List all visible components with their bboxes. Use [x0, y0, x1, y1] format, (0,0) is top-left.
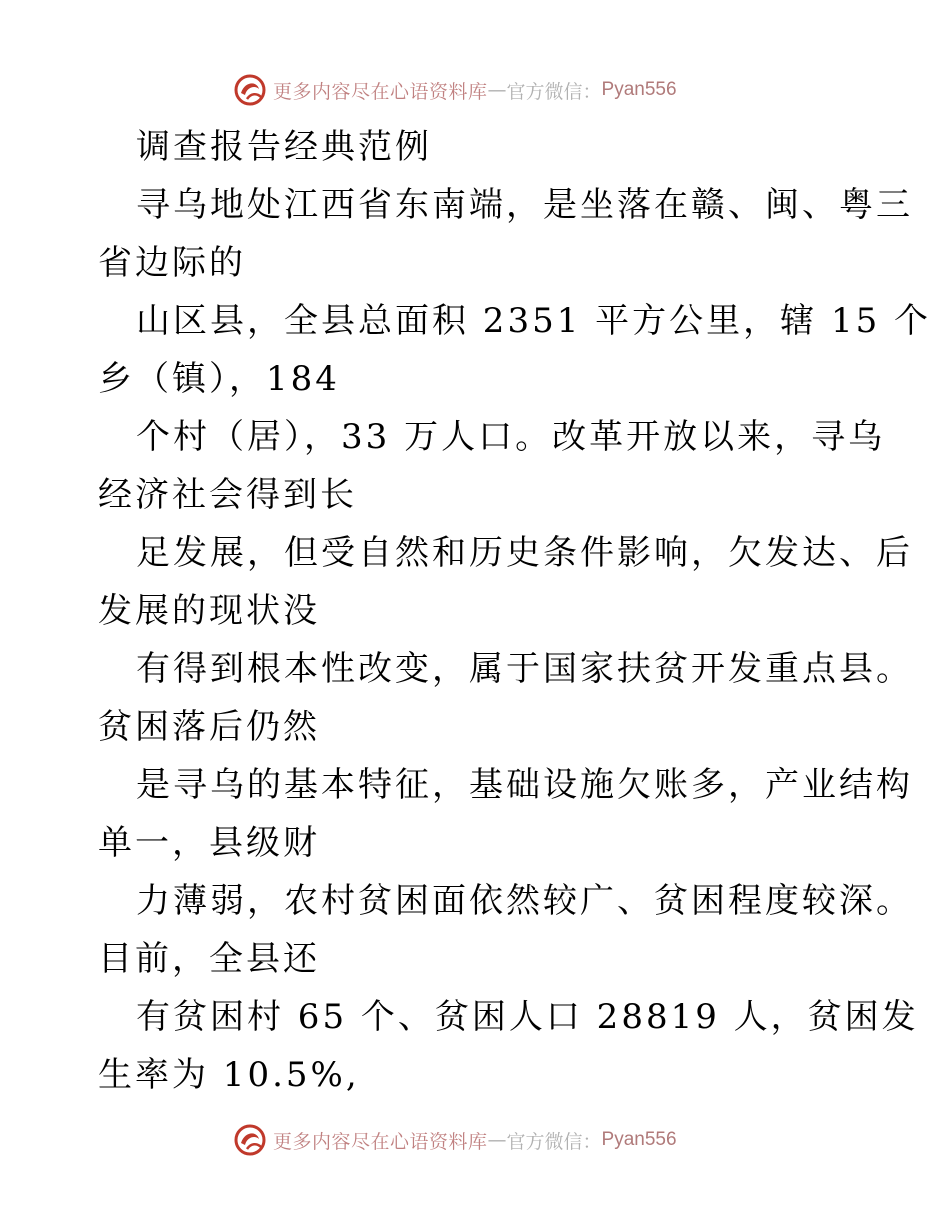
- watermark-wechat-label: 官方微信：: [506, 80, 602, 103]
- watermark-brand-text: 更多内容尽在心语资料库: [273, 80, 488, 103]
- paragraph-line: 足发展，但受自然和历史条件影响，欠发达、后: [136, 533, 913, 573]
- watermark-separator: —: [487, 79, 507, 101]
- watermark-wechat-id: Pyan556: [601, 79, 677, 100]
- paragraph-line: 乡（镇），184: [98, 359, 340, 399]
- paragraph-line: 生率为 10.5%,: [98, 1055, 360, 1095]
- watermark-brand-text: 更多内容尽在心语资料库: [273, 1130, 488, 1153]
- paragraph-line: 个村（居），33 万人口。改革开放以来，寻乌: [136, 417, 886, 457]
- logo-icon: [233, 73, 267, 107]
- paragraph-line: 有贫困村 65 个、贫困人口 28819 人，贫困发: [136, 997, 919, 1037]
- header-watermark: [233, 70, 677, 110]
- paragraph-line: 单一，县级财: [98, 823, 320, 863]
- paragraph-line: 力薄弱，农村贫困面依然较广、贫困程度较深。: [136, 881, 913, 921]
- paragraph-line: 贫困落后仍然: [98, 707, 320, 747]
- paragraph-line: 有得到根本性改变，属于国家扶贫开发重点县。: [136, 649, 913, 689]
- paragraph-line: 发展的现状没: [98, 591, 320, 631]
- watermark-separator: —: [487, 1129, 507, 1151]
- watermark-wechat-id: Pyan556: [601, 1129, 677, 1150]
- logo-icon: [233, 1123, 267, 1157]
- paragraph-line: 是寻乌的基本特征，基础设施欠账多，产业结构: [136, 765, 913, 805]
- document-body: [98, 118, 932, 1104]
- paragraph-line: 寻乌地处江西省东南端，是坐落在赣、闽、粤三: [136, 185, 913, 225]
- paragraph-line: 省边际的: [98, 243, 246, 283]
- document-title: 调查报告经典范例: [136, 127, 432, 167]
- footer-watermark: [233, 1120, 677, 1160]
- watermark-wechat-label: 官方微信：: [506, 1130, 602, 1153]
- paragraph-line: 经济社会得到长: [98, 475, 357, 515]
- paragraph-line: 目前，全县还: [98, 939, 320, 979]
- paragraph-line: 山区县，全县总面积 2351 平方公里，辖 15 个: [136, 301, 932, 341]
